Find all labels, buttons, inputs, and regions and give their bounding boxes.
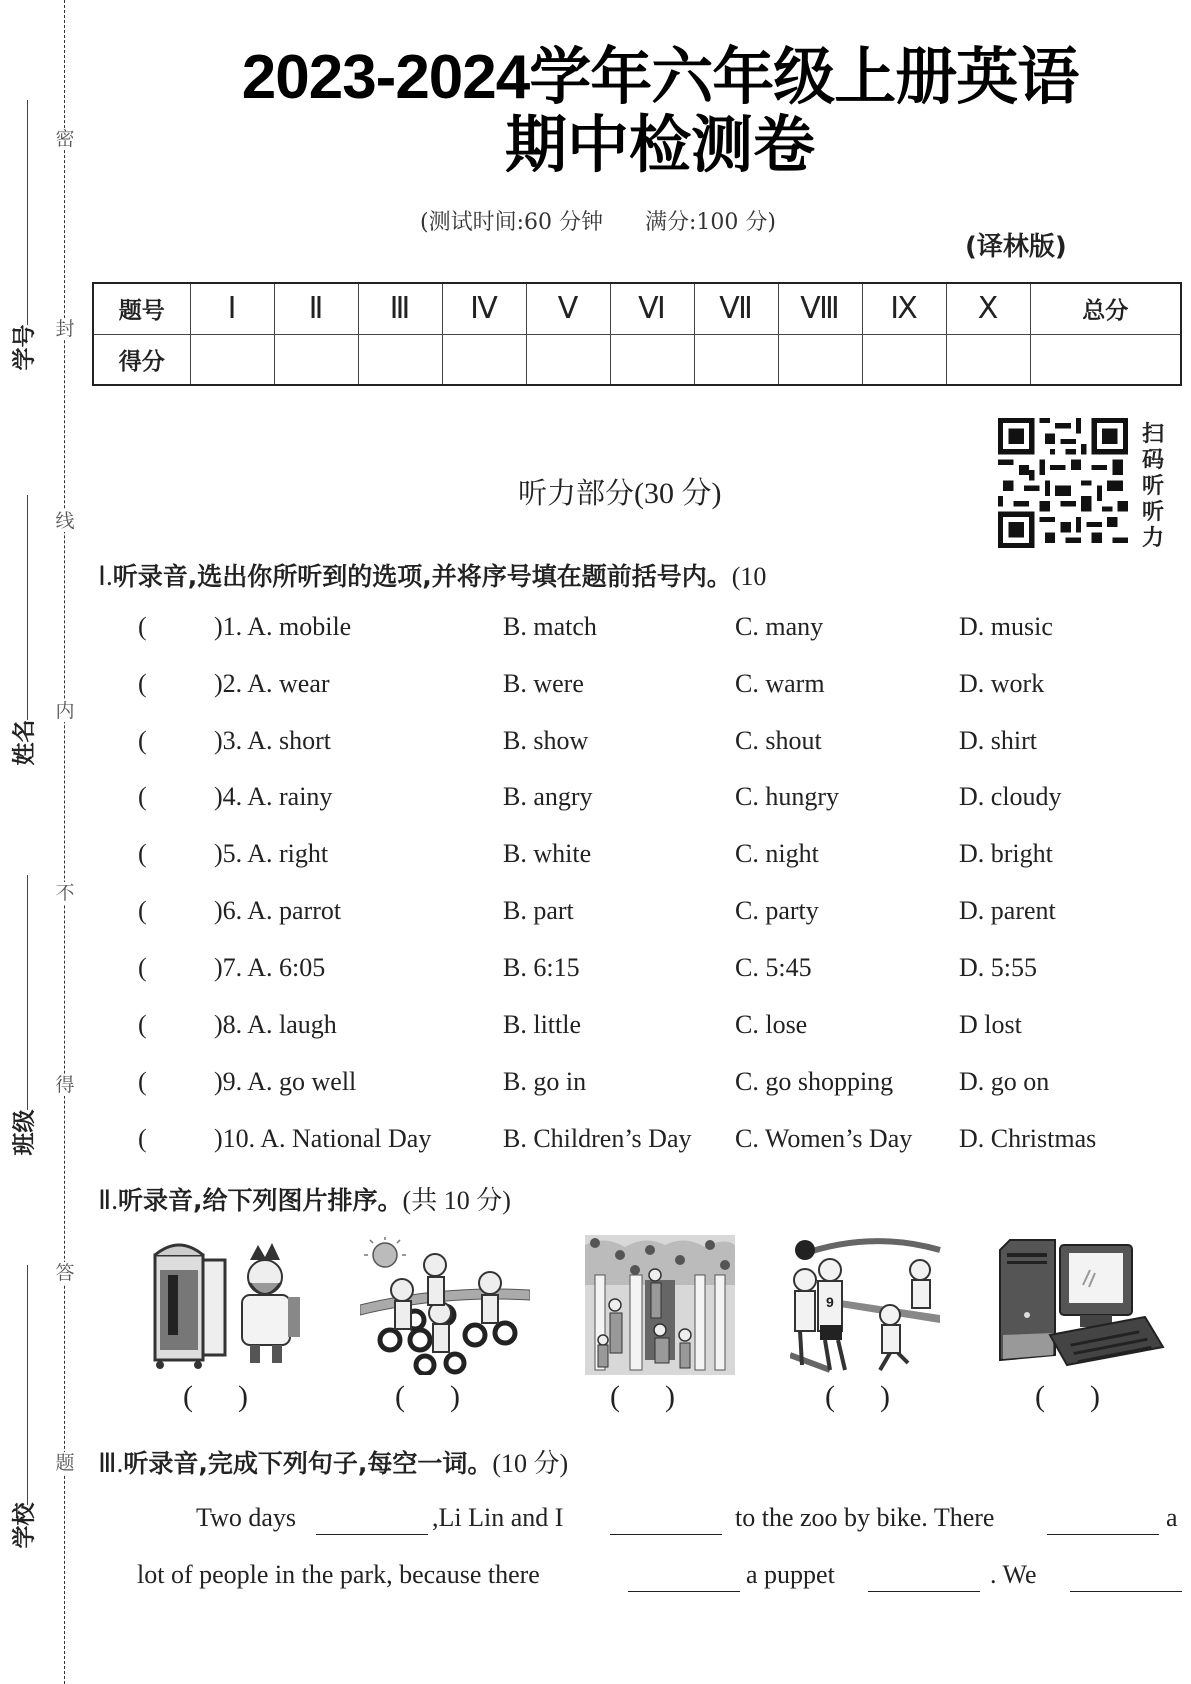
section3-number: Ⅲ. bbox=[98, 1448, 124, 1478]
seal-char: 不 bbox=[55, 882, 75, 904]
option-b: B. go in bbox=[503, 1067, 587, 1096]
option-c: C. Women’s Day bbox=[735, 1124, 913, 1153]
exam-title-line1: 2023-2024学年六年级上册英语 bbox=[241, 43, 1079, 112]
option-b: B. Children’s Day bbox=[503, 1124, 692, 1153]
school-label: 学校 bbox=[11, 1502, 38, 1549]
option-c: C. many bbox=[735, 612, 824, 641]
passage-text: to the zoo by bike. There bbox=[735, 1503, 995, 1532]
listening-part-points: (30 分) bbox=[634, 477, 722, 510]
score-cell[interactable] bbox=[946, 334, 1030, 385]
column-header: Ⅴ bbox=[526, 283, 610, 334]
question-row-1 bbox=[0, 612, 1191, 652]
seal-char: 线 bbox=[55, 510, 75, 532]
answer-paren[interactable]: ( bbox=[138, 782, 147, 811]
listening-part-label: 听力部分 bbox=[518, 476, 635, 510]
option-c: C. go shopping bbox=[735, 1067, 894, 1096]
column-header-total: 总分 bbox=[1030, 283, 1181, 334]
section2-number: Ⅱ. bbox=[98, 1185, 119, 1215]
passage-line-2 bbox=[0, 1560, 1191, 1600]
answer-paren[interactable]: ( bbox=[138, 953, 147, 982]
option-a: )4. A. rainy bbox=[214, 782, 333, 811]
basketball-game-picture bbox=[790, 1235, 950, 1375]
section3-heading bbox=[98, 1443, 568, 1480]
qr-code-caption bbox=[1140, 422, 1166, 552]
apple-orchard-picture bbox=[585, 1235, 735, 1375]
option-c: C. 5:45 bbox=[735, 953, 812, 982]
answer-paren[interactable]: ( bbox=[138, 839, 147, 868]
section1-instruction: 听录音,选出你所听到的选项,并将序号填在题前括号内。 bbox=[112, 562, 732, 591]
picture-5-answer-paren[interactable]: ( ) bbox=[1035, 1380, 1100, 1413]
option-d: D. 5:55 bbox=[959, 953, 1037, 982]
option-d: D. bright bbox=[959, 839, 1053, 868]
seal-char: 得 bbox=[55, 1074, 75, 1096]
answer-paren[interactable]: ( bbox=[138, 669, 147, 698]
score-cell[interactable] bbox=[358, 334, 442, 385]
student-id-label: 学号 bbox=[11, 324, 38, 371]
picture-1-answer-paren[interactable]: ( ) bbox=[183, 1380, 248, 1413]
question-row-3 bbox=[0, 719, 1191, 766]
column-header: Ⅳ bbox=[442, 283, 526, 334]
option-a: )5. A. right bbox=[214, 839, 329, 868]
option-c: C. night bbox=[735, 839, 819, 868]
column-header: Ⅶ bbox=[694, 283, 778, 334]
column-header: Ⅹ bbox=[946, 283, 1030, 334]
edition-label: (译林版) bbox=[965, 232, 1067, 262]
question-row-5 bbox=[0, 839, 1191, 879]
passage-text: a bbox=[1166, 1503, 1178, 1532]
question-row-8 bbox=[0, 1010, 1191, 1050]
picture-4-answer-paren[interactable]: ( ) bbox=[825, 1380, 890, 1413]
option-b: B. angry bbox=[503, 782, 593, 811]
answer-paren[interactable]: ( bbox=[138, 896, 147, 925]
qr-code-icon[interactable] bbox=[998, 418, 1128, 548]
blank-5[interactable] bbox=[868, 1591, 980, 1592]
option-a: )2. A. wear bbox=[214, 669, 330, 698]
answer-paren[interactable]: ( bbox=[138, 1067, 147, 1096]
option-c: C. party bbox=[735, 896, 819, 925]
section1-points: (10 bbox=[731, 562, 767, 591]
row-label-score: 得分 bbox=[93, 334, 190, 385]
score-cell[interactable] bbox=[274, 334, 358, 385]
column-header: Ⅰ bbox=[190, 283, 274, 334]
option-c: C. hungry bbox=[735, 782, 839, 811]
exam-title-line2: 期中检测卷 bbox=[504, 111, 815, 180]
computer-picture bbox=[995, 1235, 1165, 1375]
qr-caption-char: 码 bbox=[1141, 448, 1164, 473]
seal-char: 答 bbox=[55, 1262, 75, 1284]
listening-part-title bbox=[518, 468, 722, 512]
student-id-field-line[interactable] bbox=[27, 100, 28, 325]
blank-1[interactable] bbox=[316, 1534, 428, 1535]
score-cell[interactable] bbox=[694, 334, 778, 385]
column-header: Ⅷ bbox=[778, 283, 862, 334]
option-a: )8. A. laugh bbox=[214, 1010, 337, 1039]
column-header: Ⅲ bbox=[358, 283, 442, 334]
qr-caption-char: 力 bbox=[1141, 526, 1164, 551]
score-table bbox=[92, 282, 1182, 386]
score-cell[interactable] bbox=[526, 334, 610, 385]
question-row-10 bbox=[0, 1109, 1191, 1164]
school-field-line[interactable] bbox=[27, 1265, 28, 1505]
section3-points: (10 分) bbox=[492, 1449, 569, 1478]
passage-text: lot of people in the park, because there bbox=[137, 1560, 540, 1589]
answer-paren[interactable]: ( bbox=[138, 612, 147, 641]
picture-2-answer-paren[interactable]: ( ) bbox=[395, 1380, 460, 1413]
passage-text: Two days bbox=[196, 1503, 297, 1532]
passage-text: ,Li Lin and I bbox=[432, 1503, 564, 1532]
option-b: B. show bbox=[503, 726, 589, 755]
option-a: )9. A. go well bbox=[214, 1067, 357, 1096]
option-a: )10. A. National Day bbox=[214, 1124, 432, 1153]
seal-char: 题 bbox=[55, 1452, 75, 1474]
option-d: D. parent bbox=[959, 896, 1056, 925]
passage-text: a puppet bbox=[746, 1560, 835, 1589]
option-d: D. go on bbox=[959, 1067, 1050, 1096]
score-cell[interactable] bbox=[862, 334, 946, 385]
blank-3[interactable] bbox=[1047, 1534, 1159, 1535]
option-b: B. white bbox=[503, 839, 592, 868]
option-a: )1. A. mobile bbox=[214, 612, 352, 641]
qr-caption-char: 听 bbox=[1141, 474, 1164, 499]
question-row-6 bbox=[0, 896, 1191, 936]
passage-line-1 bbox=[0, 1503, 1191, 1543]
question-number-row bbox=[93, 283, 1181, 334]
children-cycling-picture bbox=[360, 1235, 530, 1375]
option-d: D. music bbox=[959, 612, 1053, 641]
svg-text:9: 9 bbox=[826, 1294, 834, 1310]
score-cell[interactable] bbox=[190, 334, 274, 385]
score-cell[interactable] bbox=[778, 334, 862, 385]
section2-heading bbox=[98, 1180, 511, 1217]
option-c: C. shout bbox=[735, 726, 822, 755]
option-c: C. lose bbox=[735, 1010, 808, 1039]
option-d: D. Christmas bbox=[959, 1124, 1097, 1153]
answer-paren[interactable]: ( bbox=[138, 1124, 147, 1153]
question-row-2 bbox=[0, 669, 1191, 709]
section3-instruction: 听录音,完成下列句子,每空一词。 bbox=[123, 1449, 493, 1478]
score-row bbox=[93, 334, 1181, 385]
blank-6[interactable] bbox=[1070, 1591, 1182, 1592]
blank-2[interactable] bbox=[610, 1534, 722, 1535]
row-label-question-number: 题号 bbox=[93, 283, 190, 334]
seal-char: 内 bbox=[55, 700, 75, 722]
option-b: B. part bbox=[503, 896, 574, 925]
option-b: B. were bbox=[503, 669, 584, 698]
exam-time-and-score: (测试时间:60 分钟 满分:100 分) bbox=[420, 210, 776, 235]
score-cell[interactable] bbox=[610, 334, 694, 385]
score-cell[interactable] bbox=[442, 334, 526, 385]
option-a: )3. A. short bbox=[214, 726, 331, 755]
seal-char: 密 bbox=[55, 128, 75, 150]
qr-caption-char: 扫 bbox=[1141, 422, 1164, 447]
class-label: 班级 bbox=[11, 1109, 38, 1156]
question-row-7 bbox=[0, 953, 1191, 993]
section2-points: (共 10 分) bbox=[402, 1186, 511, 1215]
option-b: B. little bbox=[503, 1010, 581, 1039]
option-b: B. match bbox=[503, 612, 597, 641]
option-d: D. cloudy bbox=[959, 782, 1062, 811]
qr-caption-char: 听 bbox=[1141, 500, 1164, 525]
option-d: D. shirt bbox=[959, 726, 1037, 755]
section1-heading bbox=[98, 557, 766, 593]
question-row-9 bbox=[0, 1067, 1191, 1107]
total-score-cell[interactable] bbox=[1030, 334, 1181, 385]
option-d: D lost bbox=[959, 1010, 1022, 1039]
section1-number: Ⅰ. bbox=[98, 561, 113, 591]
option-d: D. work bbox=[959, 669, 1045, 698]
question-row-4 bbox=[0, 782, 1191, 822]
option-c: C. warm bbox=[735, 669, 825, 698]
column-header: Ⅸ bbox=[862, 283, 946, 334]
name-label: 姓名 bbox=[11, 719, 38, 766]
section2-instruction: 听录音,给下列图片排序。 bbox=[118, 1186, 403, 1215]
blank-4[interactable] bbox=[628, 1591, 740, 1592]
answer-paren[interactable]: ( bbox=[138, 726, 147, 755]
seal-char: 封 bbox=[55, 318, 75, 340]
column-header: Ⅵ bbox=[610, 283, 694, 334]
passage-text: . We bbox=[990, 1560, 1037, 1589]
option-a: )6. A. parrot bbox=[214, 896, 342, 925]
column-header: Ⅱ bbox=[274, 283, 358, 334]
option-a: )7. A. 6:05 bbox=[214, 953, 326, 982]
picture-3-answer-paren[interactable]: ( ) bbox=[610, 1380, 675, 1413]
answer-paren[interactable]: ( bbox=[138, 1010, 147, 1039]
king-wardrobe-picture bbox=[150, 1235, 315, 1375]
option-b: B. 6:15 bbox=[503, 953, 580, 982]
